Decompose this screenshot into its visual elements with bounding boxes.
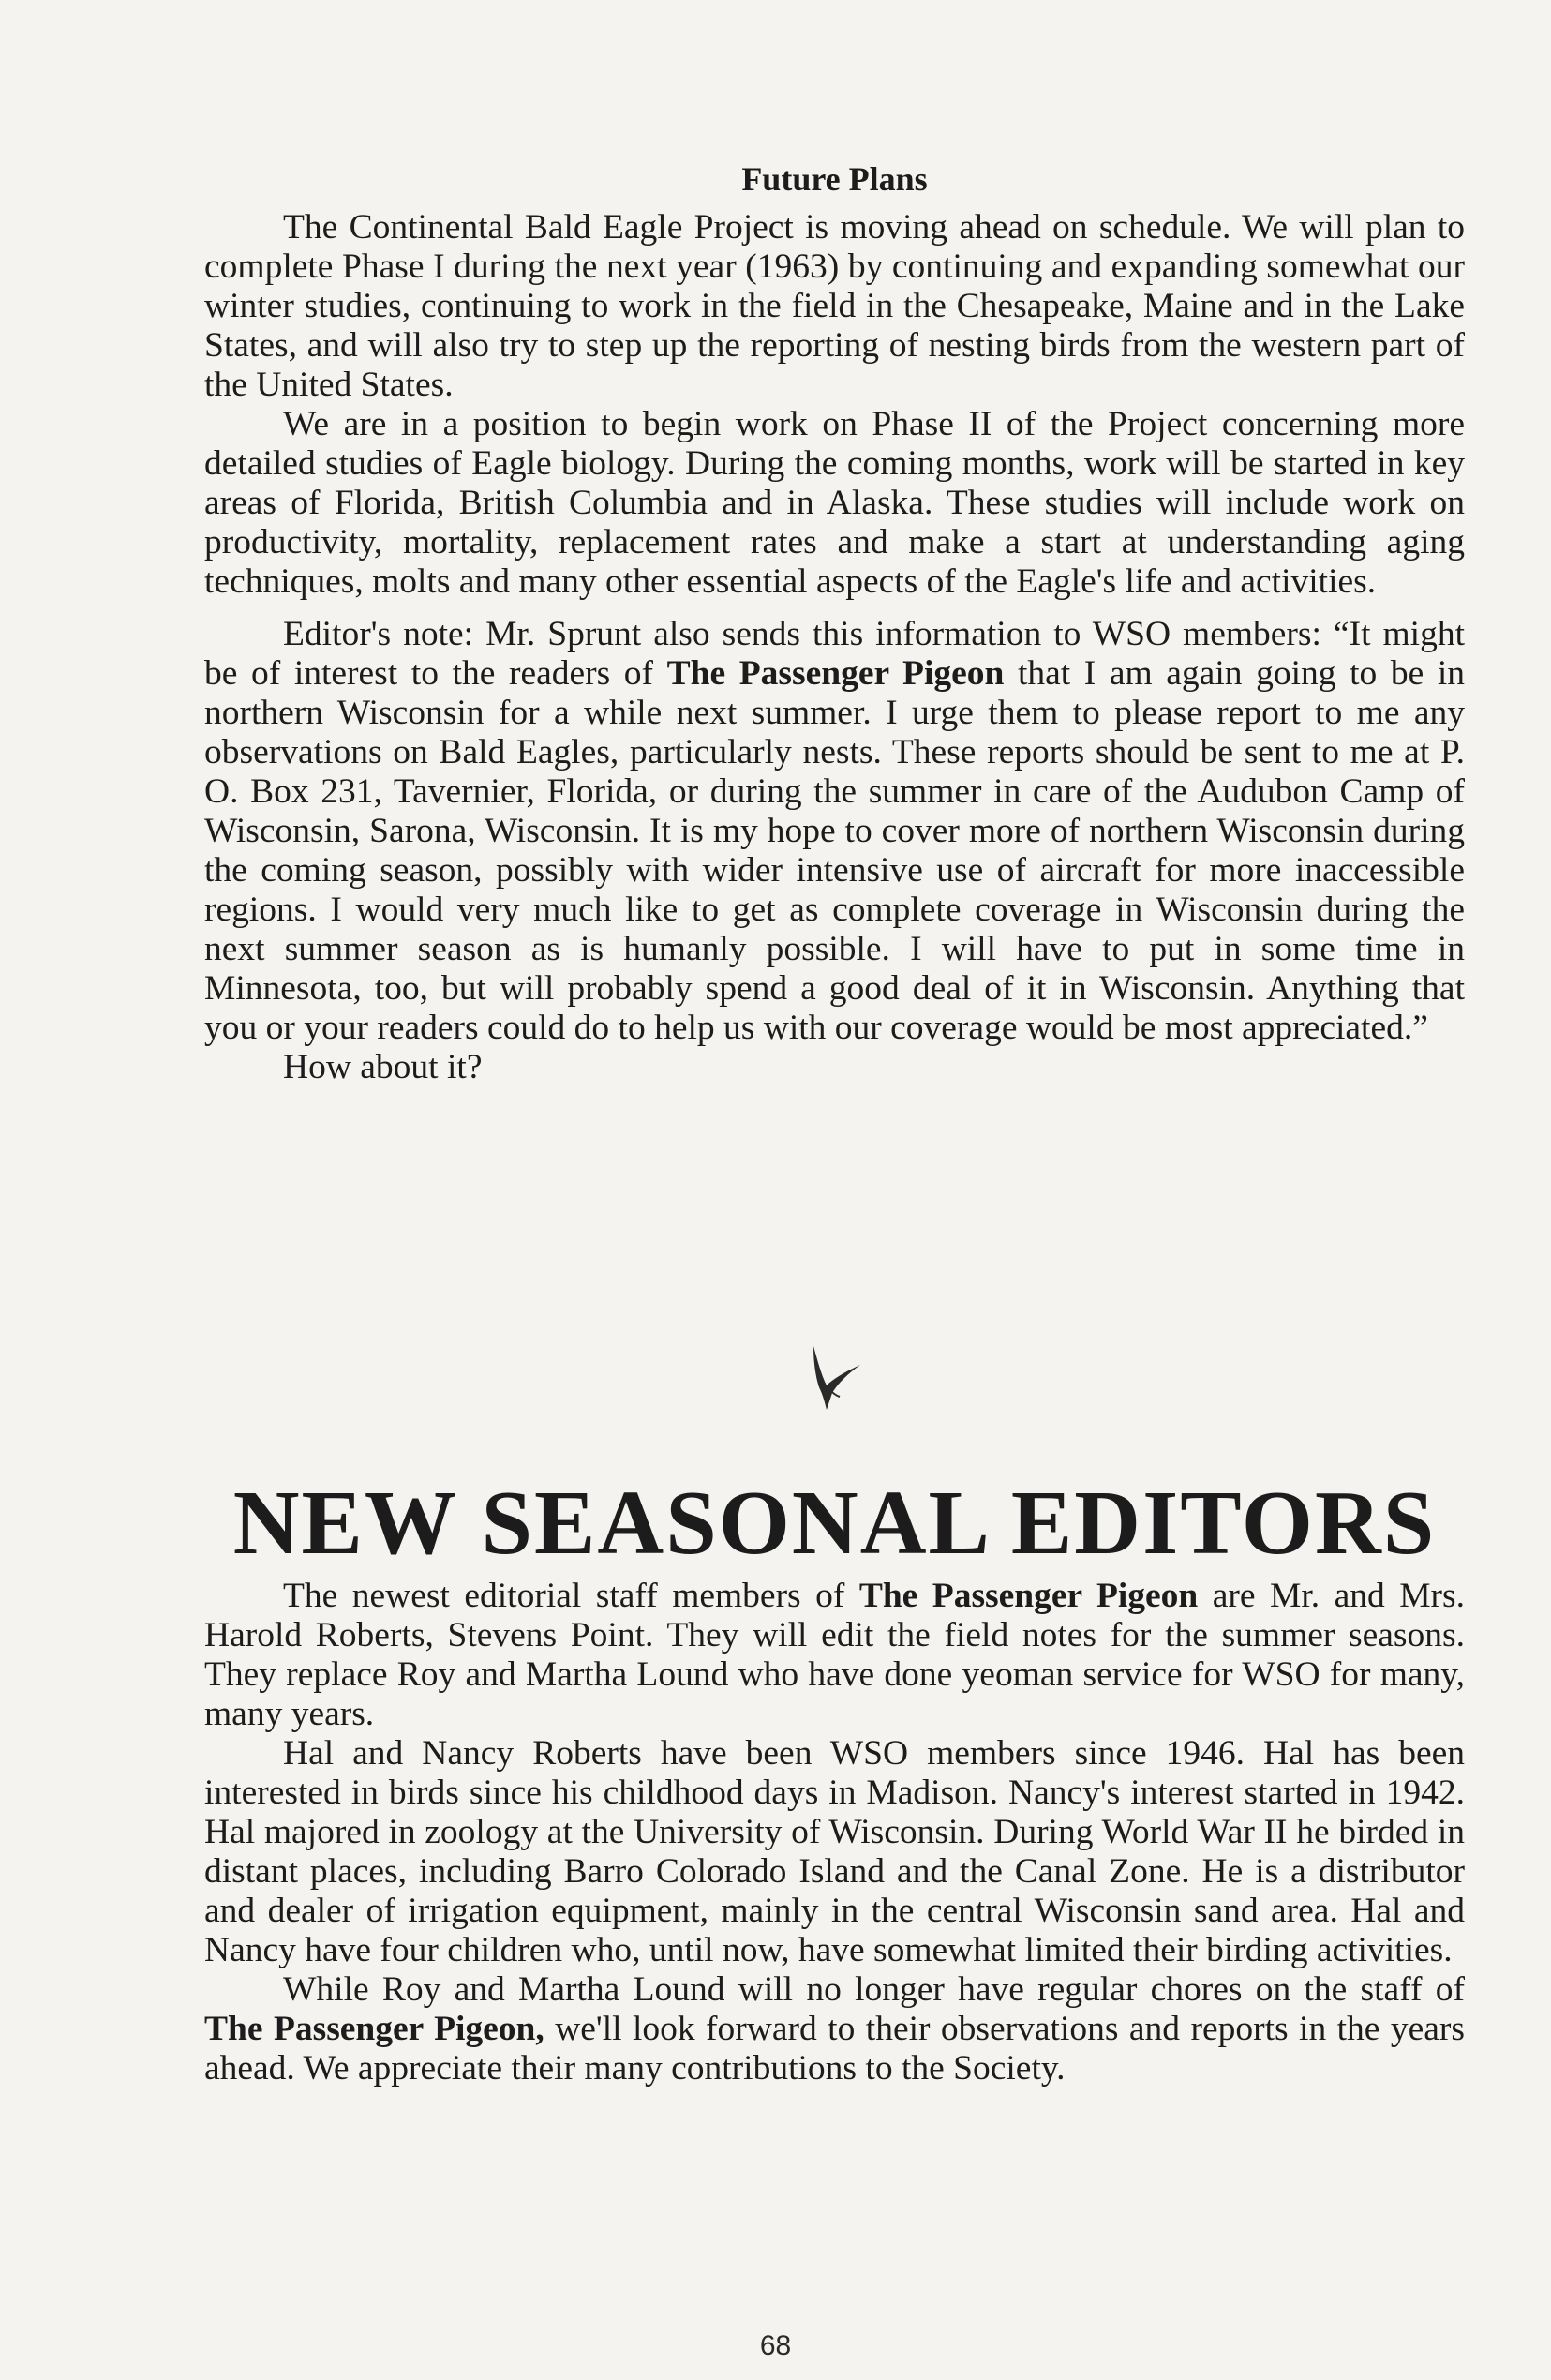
- editors-note-text-start: Editor's note: Mr. Sprunt also sends this information to WSO members: “It might be of interest to the readers of: [204, 615, 1465, 693]
- lound-text-end: we'll look forward to their observations and reports in the years ahead. We appreciate their many contributions to the Society.: [204, 2010, 1465, 2088]
- page-number: 68: [759, 2330, 792, 2361]
- lound-text-start: While Roy and Martha Lound will no longer have regular chores on the staff of: [283, 1970, 1465, 2009]
- journal-title: The Passenger Pigeon: [858, 1577, 1199, 1615]
- heading-new-seasonal-editors: NEW SEASONAL EDITORS: [232, 1473, 1437, 1574]
- journal-title: The Passenger Pigeon,: [204, 2010, 544, 2048]
- new-editors-section: [204, 1577, 1465, 2088]
- new-staff-text-end: are Mr. and Mrs. Harold Roberts, Stevens Point. They will edit the field notes for the summer seasons. They replace Roy and Martha Lound who have done yeoman service for WSO for many, many years.: [204, 1577, 1465, 1733]
- paragraph-how-about-it: How about it?: [283, 1048, 483, 1086]
- paragraph-lound-thanks: [204, 1970, 1465, 2088]
- new-staff-text-start: The newest editorial staff members of: [283, 1577, 859, 1615]
- flying-bird-icon: [806, 1342, 866, 1414]
- paragraph-new-staff: [204, 1577, 1465, 1734]
- journal-title: The Passenger Pigeon: [666, 654, 1005, 693]
- editors-note-text-end: that I am again going to be in northern Wisconsin for a while next summer. I urge them to please report to me any observations on Bald Eagles, particularly nests. These reports should be sent to me at P. O. Box 231, Tavernier, Florida, or during the summer in care of the Audubon Camp of Wisconsin, Sarona, Wisconsin. It is my hope to cover more of northern Wisconsin during the coming season, possibly with wider intensive use of aircraft for more inaccessible regions. I would very much like to get as complete coverage in Wisconsin during the next summer season as is humanly possible. I will have to put in some time in Minnesota, too, but will probably spend a good deal of it in Wisconsin. Anything that you or your readers could do to help us with our coverage would be most appreciated.”: [204, 654, 1466, 1047]
- paragraph-roberts-bio: Hal and Nancy Roberts have been WSO members since 1946. Hal has been interested in birds since his childhood days in Madison. Nancy's interest started in 1942. Hal majored in zoology at the University of Wisconsin. During World War II he birded in distant places, including Barro Colorado Island and the Canal Zone. He is a distributor and dealer of irrigation equipment, mainly in the central Wisconsin sand area. Hal and Nancy have four children who, until now, have somewhat limited their birding activities.: [204, 1734, 1465, 1969]
- section-title-future-plans: Future Plans: [741, 160, 928, 198]
- paragraph-phase-two: We are in a position to begin work on Phase II of the Project concerning more detailed studies of Eagle biology. During the coming months, work will be started in key areas of Florida, British Columbia and in Alaska. These studies will include work on productivity, mortality, replacement rates and make a start at understanding aging techniques, molts and many other essential aspects of the Eagle's life and activities.: [204, 405, 1465, 601]
- paragraph-editors-note: [204, 615, 1465, 1048]
- future-plans-section: [204, 159, 1465, 1087]
- paragraph-project-schedule: The Continental Bald Eagle Project is moving ahead on schedule. We will plan to complete Phase I during the next year (1963) by continuing and expanding somewhat our winter studies, continuing to work in the field in the Chesapeake, Maine and in the Lake States, and will also try to step up the reporting of nesting birds from the western part of the United States.: [204, 208, 1465, 404]
